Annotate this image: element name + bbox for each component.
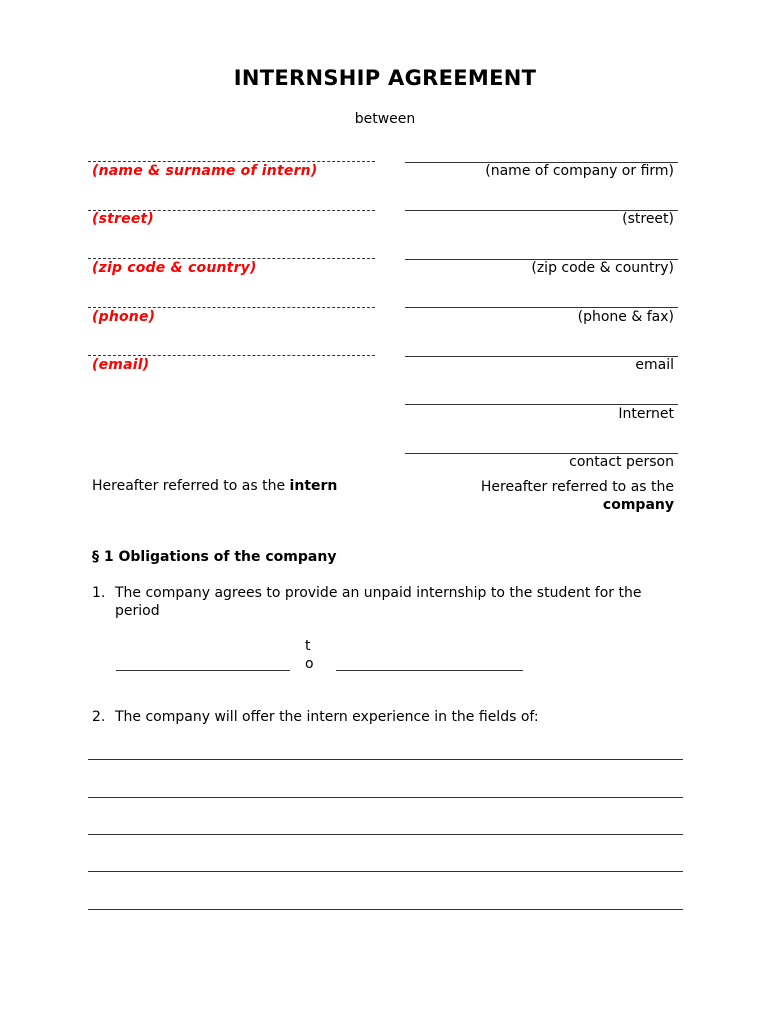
- intern-phone-line[interactable]: [88, 307, 375, 308]
- intern-name-label: (name & surname of intern): [92, 163, 318, 179]
- period-end-line[interactable]: [336, 670, 523, 671]
- hereafter-company-bold: company: [602, 497, 674, 513]
- experience-field-line[interactable]: [88, 909, 683, 910]
- item-1-number: 1.: [92, 585, 106, 601]
- item-2-text: The company will offer the intern experience in the fields of:: [115, 709, 539, 725]
- period-to-word: to: [305, 638, 314, 672]
- item-2-number: 2.: [92, 709, 106, 725]
- company-street-label: (street): [622, 211, 674, 227]
- intern-name-line[interactable]: [88, 161, 375, 162]
- experience-field-line[interactable]: [88, 834, 683, 835]
- hereafter-company: [481, 478, 674, 514]
- intern-email-line[interactable]: [88, 355, 375, 356]
- hereafter-intern-prefix: Hereafter referred to as the: [92, 478, 290, 494]
- hereafter-intern: [92, 478, 337, 494]
- section-1-heading: § 1 Obligations of the company: [92, 549, 337, 565]
- company-internet-label: Internet: [618, 406, 674, 422]
- company-email-label: email: [635, 357, 674, 373]
- experience-field-line[interactable]: [88, 759, 683, 760]
- experience-field-line[interactable]: [88, 871, 683, 872]
- item-2: [92, 708, 682, 726]
- intern-email-label: (email): [92, 357, 150, 373]
- company-phone-line[interactable]: [405, 307, 678, 308]
- company-internet-line[interactable]: [405, 404, 678, 405]
- company-zip-label: (zip code & country): [531, 260, 674, 276]
- document-title: INTERNSHIP AGREEMENT: [233, 66, 537, 90]
- intern-phone-label: (phone): [92, 309, 156, 325]
- company-name-label: (name of company or firm): [485, 163, 674, 179]
- company-phone-label: (phone & fax): [577, 309, 674, 325]
- intern-street-label: (street): [92, 211, 155, 227]
- intern-zip-label: (zip code & country): [92, 260, 257, 276]
- hereafter-intern-bold: intern: [289, 478, 338, 494]
- experience-field-line[interactable]: [88, 797, 683, 798]
- company-contact-label: contact person: [569, 454, 674, 470]
- period-start-line[interactable]: [116, 670, 290, 671]
- item-1: [92, 584, 682, 620]
- intern-zip-line[interactable]: [88, 258, 375, 259]
- between-text: between: [354, 111, 416, 127]
- hereafter-company-prefix: Hereafter referred to as the: [480, 479, 674, 495]
- item-1-text: The company agrees to provide an unpaid internship to the student for the period: [115, 585, 642, 619]
